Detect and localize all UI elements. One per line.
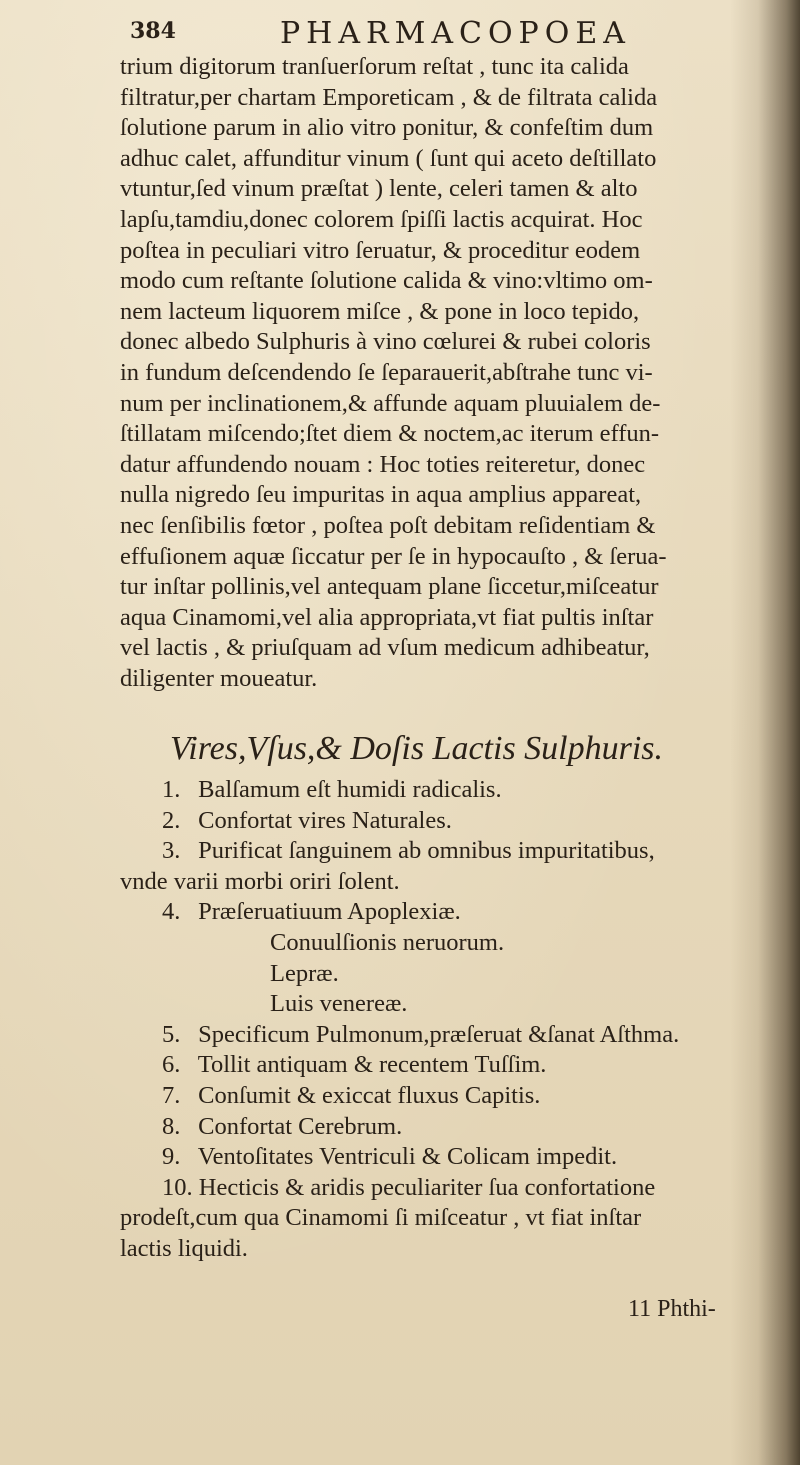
list-item-number: 6. [162,1051,181,1079]
text-line: nec ſenſibilis fœtor , poſtea poſt debitam reſidentiam & [120,511,656,539]
numbered-list [120,775,780,1265]
text-line: diligenter moueatur. [120,664,318,692]
list-item-text: lactis liquidi. [120,1234,248,1262]
list-item-text: Purificat ſanguinem ab omnibus impuritatibus, [198,837,655,865]
list-item-text: Tollit antiquam & recentem Tuſſim. [197,1051,547,1079]
list-item-number: 5. [162,1020,181,1048]
list-item [120,1142,780,1173]
list-item-number: 8. [162,1112,181,1140]
list-item-text: vnde varii morbi oriri ſolent. [120,867,400,895]
list-item [120,1050,780,1081]
list-item [120,1234,780,1265]
text-line: vtuntur,ſed vinum præſtat ) lente, celeri tamen & alto [120,175,638,203]
list-item-text: prodeſt,cum qua Cinamomi ſi miſceatur , vt fiat inſtar [120,1204,642,1232]
page-number: 384 [130,18,176,44]
list-item-text: Conuulſionis neruorum. [270,928,505,956]
list-item-text: Ventoſitates Ventriculi & Colicam impedit. [197,1143,618,1171]
list-item-text: Conſumit & exiccat fluxus Capitis. [198,1081,541,1109]
list-item-text: Luis venereæ. [270,990,408,1018]
text-line: nem lacteum liquorem miſce , & pone in loco tepido, [120,297,640,325]
text-line: nulla nigredo ſeu impuritas in aqua amplius appareat, [120,481,642,509]
text-line: tur inſtar pollinis,vel antequam plane ſiccetur,miſceatur [120,573,659,601]
list-item [120,1203,780,1234]
list-item [120,1112,780,1143]
text-line: ſolutione parum in alio vitro ponitur, & confeſtim dum [120,114,654,142]
list-item-number: 2. [162,806,181,834]
body-paragraph [120,52,780,694]
list-item [120,806,780,837]
list-item-number: 3. [162,837,181,865]
text-line: effuſionem aquæ ſiccatur per ſe in hypocauſto , & ſerua- [120,542,667,570]
list-item [120,867,780,898]
list-item-number: 4. [162,898,181,926]
list-item [120,897,780,928]
list-item-text: Confortat Cerebrum. [198,1112,403,1140]
text-line: adhuc calet, affunditur vinum ( ſunt qui aceto deſtillato [120,144,657,172]
binding-shadow [730,0,800,1465]
list-item [120,775,780,806]
text-line: in fundum deſcendendo ſe ſeparauerit,abſtrahe tunc vi- [120,358,653,386]
text-line: donec albedo Sulphuris à vino cœlurei & rubei coloris [120,328,651,356]
list-item [120,1020,780,1051]
text-line: vel lactis , & priuſquam ad vſum medicum adhibeatur, [120,634,650,662]
list-item-text: Hecticis & aridis peculiariter ſua confortatione [198,1173,656,1201]
list-item-text: Specificum Pulmonum,præſeruat &ſanat Aſthma. [198,1020,680,1048]
list-item-number: 9. [162,1143,181,1171]
list-item [120,836,780,867]
text-line: ſtillatam miſcendo;ſtet diem & noctem,ac iterum effun- [120,420,660,448]
text-line: datur affundendo nouam : Hoc toties reiteretur, donec [120,450,646,478]
running-head [130,18,670,52]
text-line: trium digitorum tranſuerſorum reſtat , tunc ita calida [120,53,629,80]
list-item-text: Confortat vires Naturales. [198,806,452,834]
section-heading: Vires,Vſus,& Doſis Lactis Sulphuris. [170,730,664,767]
running-title: PHARMACOPOEA [280,16,631,51]
list-item [120,959,780,990]
catchword: 11 Phthi- [628,1296,716,1322]
text-line: poſtea in peculiari vitro ſeruatur, & proceditur eodem [120,236,641,264]
list-item [120,928,780,959]
list-item-text: Præſeruatiuum Apoplexiæ. [198,898,461,926]
text-line: num per inclinationem,& affunde aquam pluuialem de- [120,389,661,417]
text-line: modo cum reſtante ſolutione calida & vino:vltimo om- [120,267,653,295]
list-item-text: Balſamum eſt humidi radicalis. [198,776,502,803]
list-item [120,989,780,1020]
list-item-number: 1. [162,776,181,803]
list-item-number: 7. [162,1081,181,1109]
text-line: lapſu,tamdiu,donec colorem ſpiſſi lactis acquirat. Hoc [120,205,643,233]
text-line: aqua Cinamomi,vel alia appropriata,vt fiat pultis inſtar [120,603,654,631]
list-item [120,1173,780,1204]
list-item-number: 10. [162,1173,193,1201]
text-line: filtratur,per chartam Emporeticam , & de filtrata calida [120,83,658,111]
list-item [120,1081,780,1112]
list-item-text: Lepræ. [270,959,339,987]
